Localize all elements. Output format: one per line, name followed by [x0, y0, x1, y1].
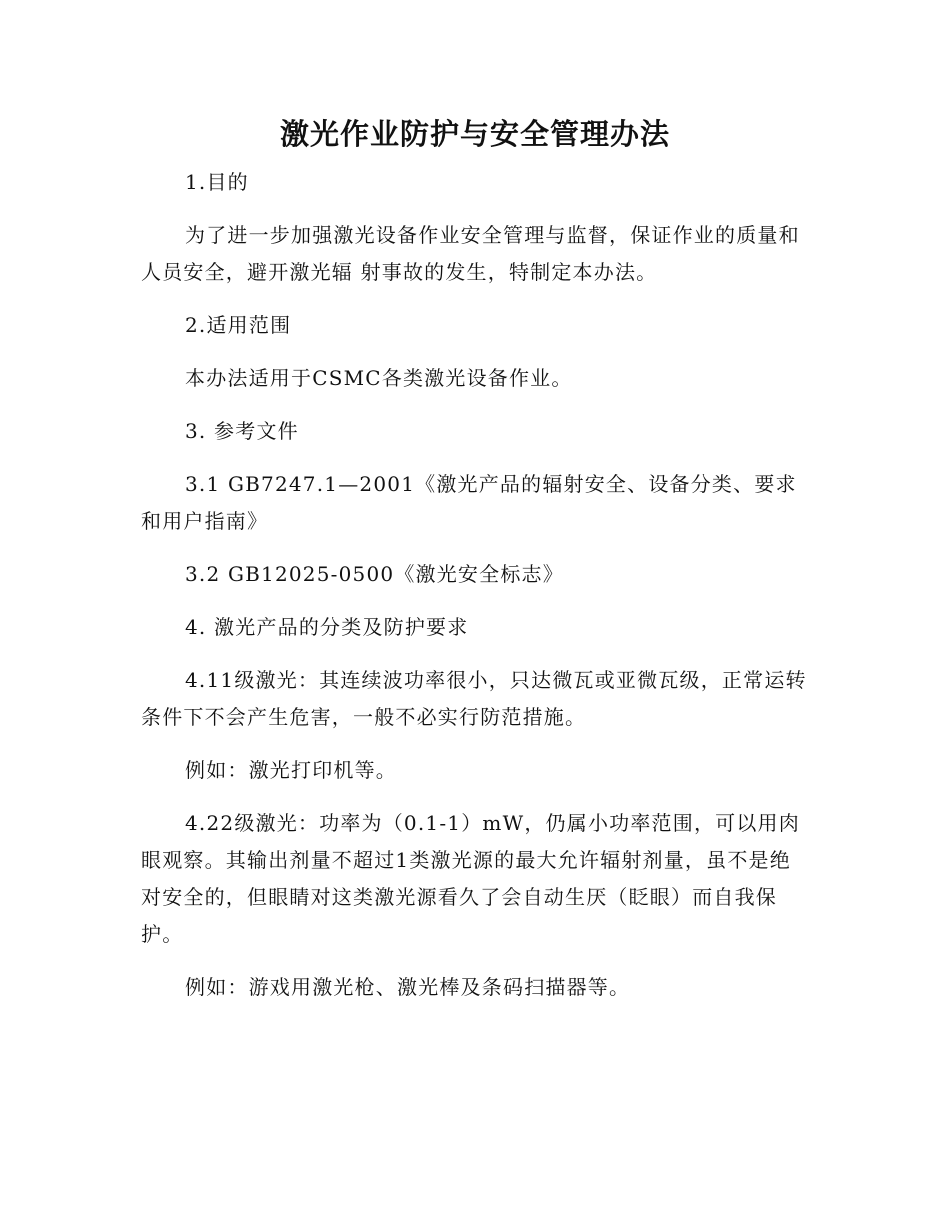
section-heading-purpose: 1.目的: [185, 170, 249, 194]
class-2-paragraph: 4.22级激光：功率为（0.1-1）mW，仍属小功率范围，可以用肉眼观察。其输出剂量不超过1类激光源的最大允许辐射剂量，虽不是绝对安全的，但眼睛对这类激光源看久了会自动生厌（眨眼）而自我保护。: [141, 811, 800, 946]
reference-item-3-1: 3.1 GB7247.1—2001《激光产品的辐射安全、设备分类、要求和用户指南》: [141, 472, 797, 533]
purpose-paragraph: 为了进一步加强激光设备作业安全管理与监督，保证作业的质量和人员安全，避开激光辐 射事故的发生，特制定本办法。: [141, 223, 800, 284]
class-1-example: 例如：激光打印机等。: [185, 758, 397, 782]
section-heading-classification: 4. 激光产品的分类及防护要求: [185, 615, 469, 639]
section-heading-scope: 2.适用范围: [185, 313, 292, 337]
scope-paragraph: 本办法适用于CSMC各类激光设备作业。: [185, 366, 573, 390]
class-1-paragraph: 4.11级激光：其连续波功率很小，只达微瓦或亚微瓦级，正常运转条件下不会产生危害，一般不必实行防范措施。: [141, 668, 807, 729]
document-body: [141, 164, 811, 1022]
document-title: 激光作业防护与安全管理办法: [279, 117, 670, 151]
reference-item-3-2: 3.2 GB12025-0500《激光安全标志》: [185, 562, 564, 586]
class-2-example: 例如：游戏用激光枪、激光棒及条码扫描器等。: [185, 975, 631, 999]
section-heading-references: 3. 参考文件: [185, 419, 299, 443]
